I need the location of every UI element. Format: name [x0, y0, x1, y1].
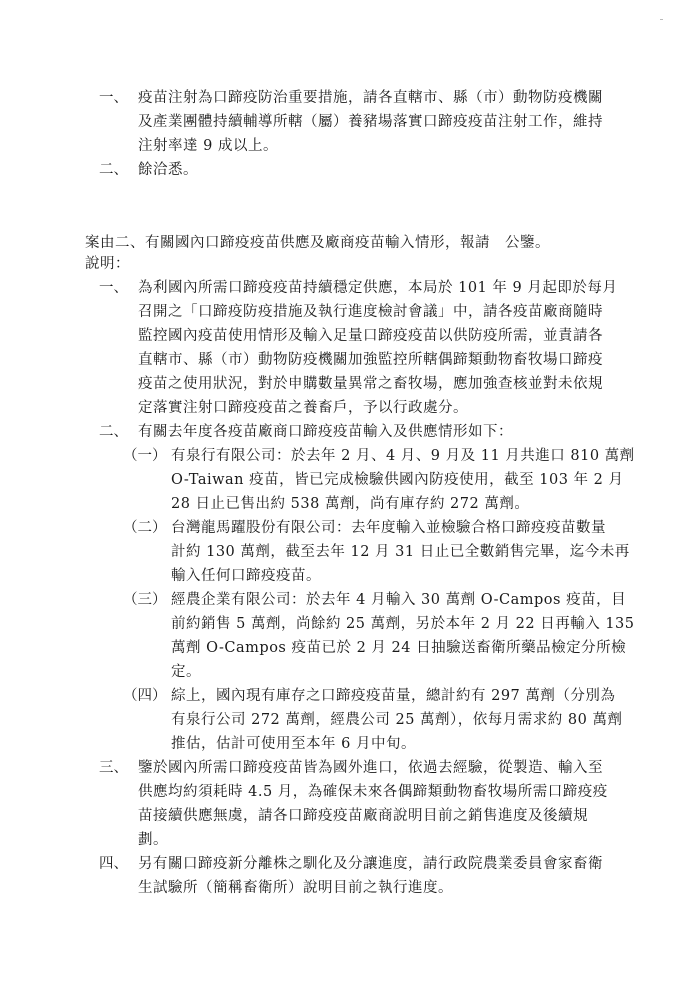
sub-item-marker: （三） [123, 592, 167, 608]
paragraph-line: 餘洽悉。 [138, 162, 198, 178]
sub-item-marker: （四） [123, 688, 167, 704]
sub-item-marker: （二） [123, 520, 167, 536]
paragraph-line: 鑒於國內所需口蹄疫疫苗皆為國外進口，依過去經驗，從製造、輸入至 [138, 760, 603, 776]
paragraph-line: 苗接續供應無虞，請各口蹄疫疫苗廠商說明目前之銷售進度及後續規 [138, 808, 588, 824]
explain-label: 說明： [85, 256, 130, 272]
paragraph-line: 為利國內所需口蹄疫疫苗持續穩定供應，本局於 101 年 9 月起即於每月 [138, 280, 618, 296]
paragraph-line: 萬劑 O-Campos 疫苗已於 2 月 24 日抽驗送畜衛所藥品檢定分所檢 [171, 640, 627, 656]
paragraph-line: 疫苗注射為口蹄疫防治重要措施，請各直轄市、縣（市）動物防疫機關 [138, 90, 603, 106]
paragraph-line: 注射率達 9 成以上。 [138, 138, 278, 154]
item-marker: 二、 [99, 162, 128, 178]
paragraph-line: 有關去年度各疫苗廠商口蹄疫疫苗輸入及供應情形如下： [138, 424, 513, 440]
paragraph-line: 劃。 [138, 832, 168, 848]
paragraph-line: 經農企業有限公司：於去年 4 月輸入 30 萬劑 O-Campos 疫苗，目 [171, 592, 627, 608]
paragraph-line: 疫苗之使用狀況，對於申購數量異常之畜牧場，應加強查核並對未依規 [138, 376, 603, 392]
paragraph-line: 輸入任何口蹄疫疫苗。 [171, 568, 321, 584]
paragraph-line: 另有關口蹄疫新分離株之馴化及分讓進度，請行政院農業委員會家畜衛 [138, 856, 603, 872]
scan-mark [660, 19, 663, 20]
paragraph-line: 定落實注射口蹄疫疫苗之養畜戶，予以行政處分。 [138, 400, 468, 416]
paragraph-line: 供應均約須耗時 4.5 月，為確保未來各偶蹄類動物畜牧場所需口蹄疫疫 [138, 784, 608, 800]
case-title: 案由二、有關國內口蹄疫疫苗供應及廠商疫苗輸入情形，報請 公鑒。 [85, 235, 550, 251]
paragraph-line: 生試驗所（簡稱畜衛所）說明目前之執行進度。 [138, 880, 453, 896]
paragraph-line: 台灣龍馬躍股份有限公司：去年度輸入並檢驗合格口蹄疫疫苗數量 [171, 520, 606, 536]
item-marker: 三、 [99, 760, 128, 776]
paragraph-line: 定。 [171, 664, 201, 680]
paragraph-line: 28 日止已售出約 538 萬劑，尚有庫存約 272 萬劑。 [171, 496, 530, 512]
paragraph-line: 計約 130 萬劑，截至去年 12 月 31 日止已全數銷售完畢，迄今未再 [171, 544, 630, 560]
paragraph-line: O-Taiwan 疫苗，皆已完成檢驗供國內防疫使用，截至 103 年 2 月 [171, 472, 624, 488]
paragraph-line: 召開之「口蹄疫防疫措施及執行進度檢討會議」中，請各疫苗廠商隨時 [138, 304, 603, 320]
paragraph-line: 有泉行有限公司：於去年 2 月、4 月、9 月及 11 月共進口 810 萬劑 [171, 448, 635, 464]
sub-item-marker: （一） [123, 448, 167, 464]
item-marker: 二、 [99, 424, 128, 440]
paragraph-line: 及產業團體持續輔導所轄（屬）養豬場落實口蹄疫疫苗注射工作，維持 [138, 114, 603, 130]
paragraph-line: 直轄市、縣（市）動物防疫機關加強監控所轄偶蹄類動物畜牧場口蹄疫 [138, 352, 603, 368]
paragraph-line: 前約銷售 5 萬劑，尚餘約 25 萬劑，另於本年 2 月 22 日再輸入 135 [171, 616, 635, 632]
paragraph-line: 有泉行公司 272 萬劑，經農公司 25 萬劑），依每月需求約 80 萬劑 [171, 712, 623, 728]
paragraph-line: 綜上，國內現有庫存之口蹄疫疫苗量，總計約有 297 萬劑（分別為 [171, 688, 616, 704]
item-marker: 一、 [99, 280, 128, 296]
paragraph-line: 推估，估計可使用至本年 6 月中旬。 [171, 736, 416, 752]
paragraph-line: 監控國內疫苗使用情形及輸入足量口蹄疫疫苗以供防疫所需，並責請各 [138, 328, 603, 344]
item-marker: 一、 [99, 90, 128, 106]
item-marker: 四、 [99, 856, 128, 872]
